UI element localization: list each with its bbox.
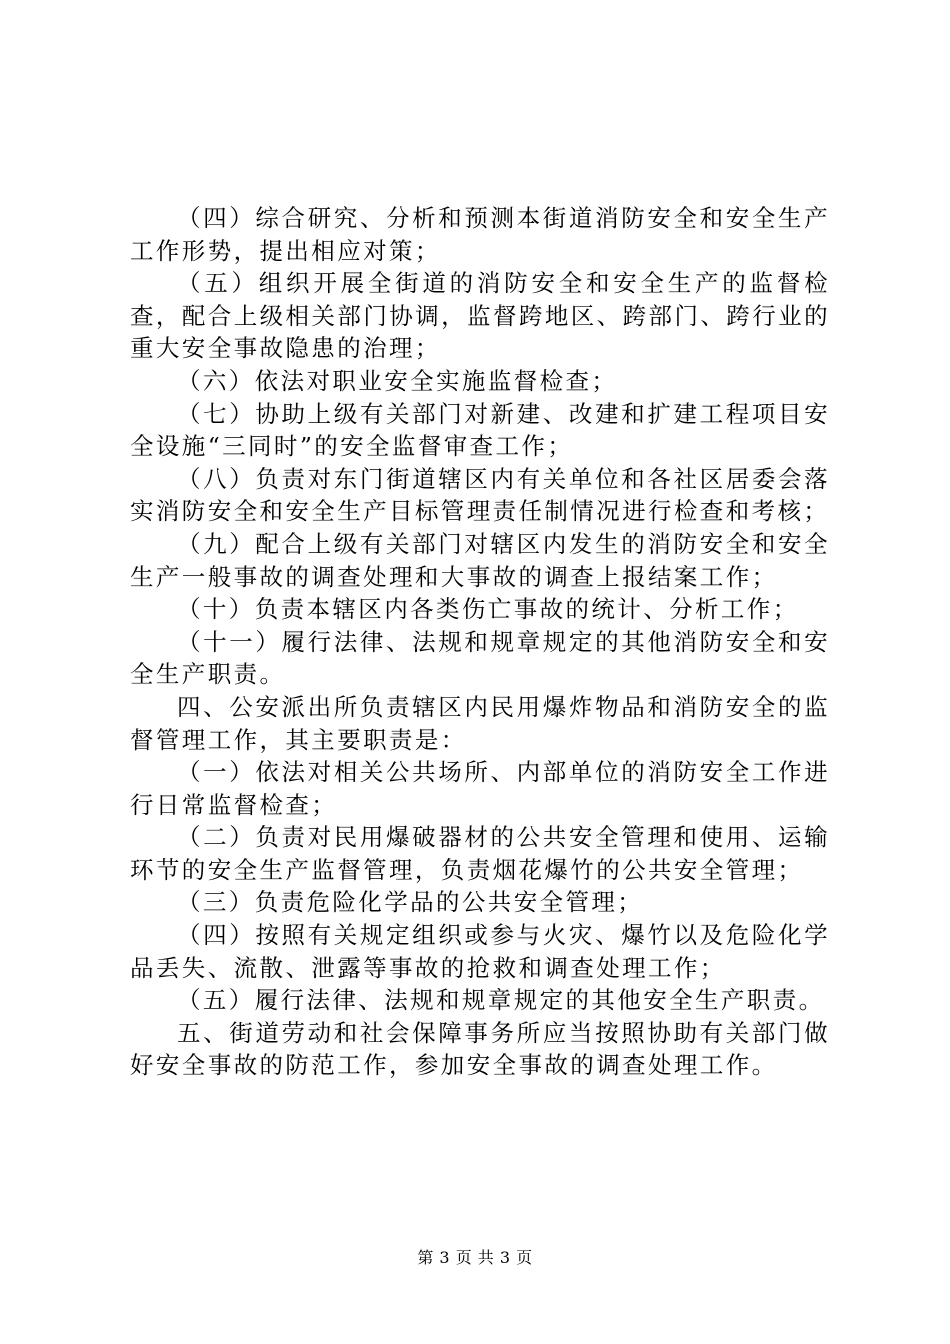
paragraph-item-5: （五）组织开展全街道的消防安全和安全生产的监督检查，配合上级相关部门协调，监督跨地区、跨部门、跨行业的重大安全事故隐患的治理； <box>130 269 830 363</box>
paragraph-item-9: （九）配合上级有关部门对辖区内发生的消防安全和安全生产一般事故的调查处理和大事故的调查上报结案工作； <box>130 529 830 591</box>
paragraph-item-6: （六）依法对职业安全实施监督检查； <box>177 366 618 395</box>
police-duty-5: （五）履行法律、法规和规章规定的其他安全生产职责。 <box>177 986 825 1015</box>
paragraph-item-8: （八）负责对东门街道辖区内有关单位和各社区居委会落实消防安全和安全生产目标管理责任制情况进行检查和考核； <box>130 464 830 526</box>
section-labor-office: 五、街道劳动和社会保障事务所应当按照协助有关部门做好安全事故的防范工作，参加安全事故的调查处理工作。 <box>130 1018 830 1080</box>
page-footer <box>0 1248 950 1268</box>
paragraph-item-10: （十）负责本辖区内各类伤亡事故的统计、分析工作； <box>177 595 799 624</box>
police-duty-1: （一）依法对相关公共场所、内部单位的消防安全工作进行日常监督检查； <box>130 758 830 819</box>
paragraph-item-4: （四）综合研究、分析和预测本街道消防安全和安全生产工作形势，提出相应对策； <box>130 204 830 265</box>
paragraph-item-11: （十一）履行法律、法规和规章规定的其他消防安全和安全生产职责。 <box>130 627 830 689</box>
police-duty-3: （三）负责危险化学品的公共安全管理； <box>177 888 644 917</box>
section-heading-police-duties: 四、公安派出所负责辖区内民用爆炸物品和消防安全的监督管理工作，其主要职责是： <box>130 692 830 754</box>
police-duty-2: （二）负责对民用爆破器材的公共安全管理和使用、运输环节的安全生产监督管理，负责烟花爆竹的公共安全管理； <box>130 823 830 884</box>
paragraph-item-7: （七）协助上级有关部门对新建、改建和扩建工程项目安全设施“三同时”的安全监督审查工作； <box>130 399 830 461</box>
police-duty-4: （四）按照有关规定组织或参与火灾、爆竹以及危险化学品丢失、流散、泄露等事故的抢救和调查处理工作； <box>130 921 830 982</box>
page-number-label: 第 3 页 共 3 页 <box>417 1248 533 1267</box>
document-body <box>130 202 830 1082</box>
